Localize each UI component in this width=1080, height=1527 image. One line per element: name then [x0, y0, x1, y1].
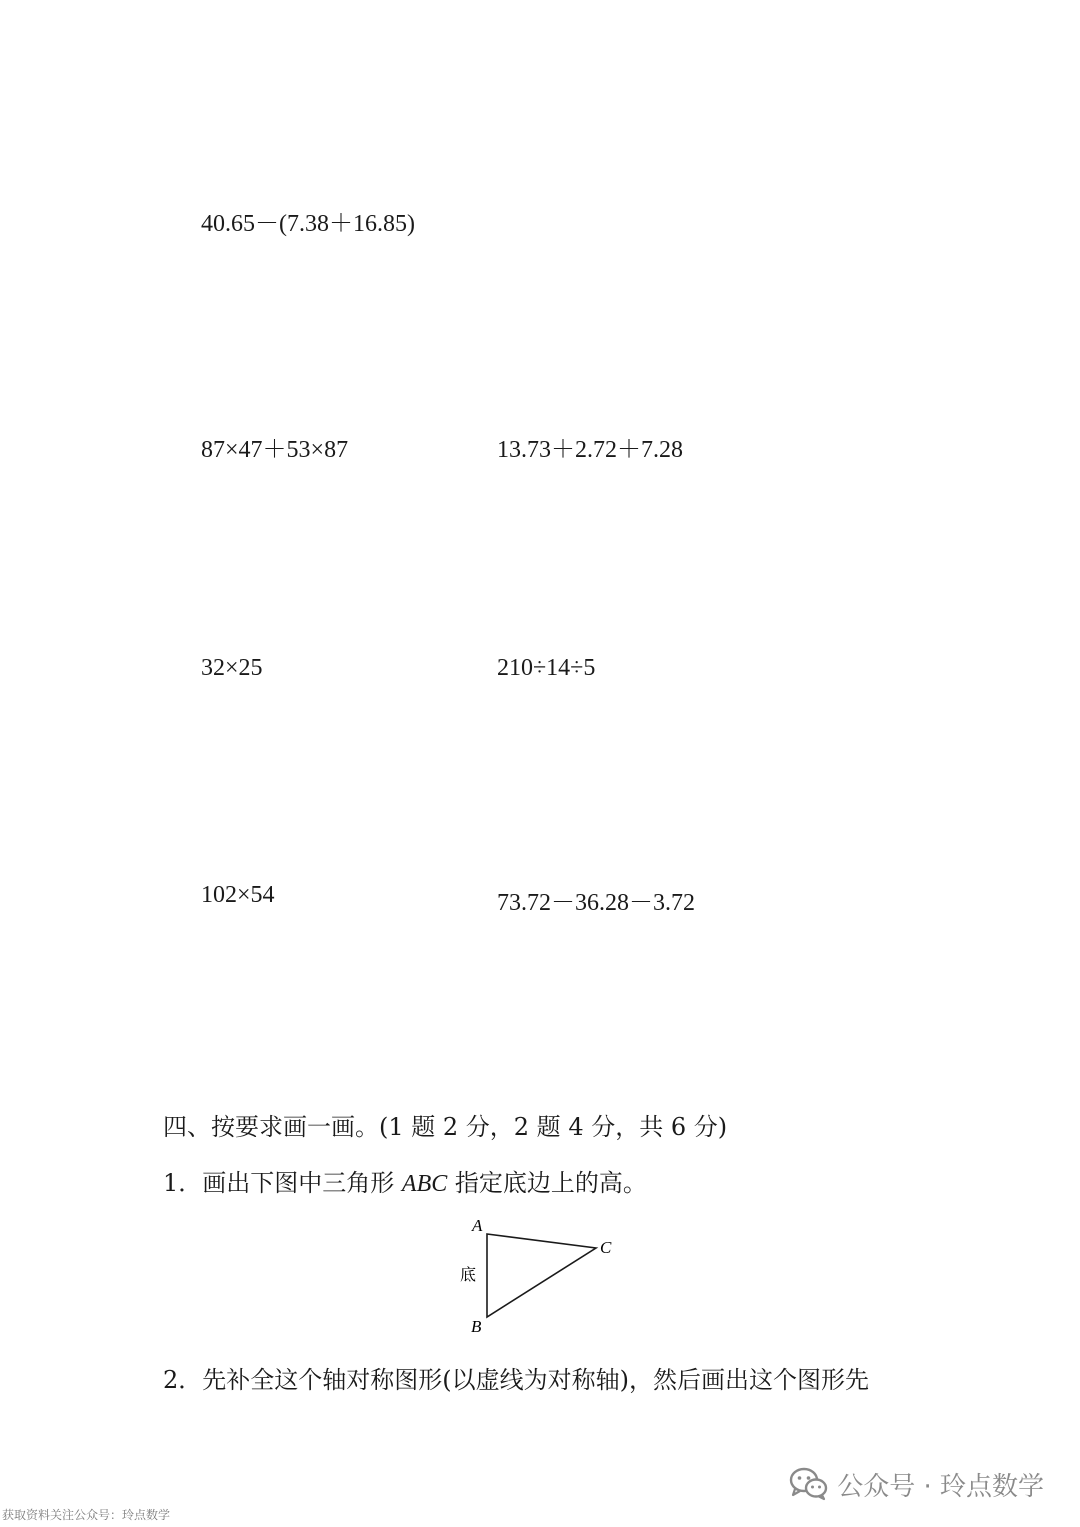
- wechat-icon: [789, 1467, 829, 1501]
- question-2-number: 2．: [163, 1366, 203, 1394]
- expression-3: 13.73＋2.72＋7.28: [497, 437, 683, 463]
- question-2-text: 先补全这个轴对称图形(以虚线为对称轴)，然后画出这个图形先: [202, 1366, 870, 1394]
- expression-5: 210÷14÷5: [497, 655, 596, 681]
- expression-2: 87×47＋53×87: [201, 437, 349, 463]
- question-2: [163, 1360, 869, 1395]
- expression-1: 40.65－(7.38＋16.85): [201, 211, 415, 237]
- question-1-text-before: 画出下图中三角形: [202, 1169, 402, 1197]
- vertex-label-b: B: [471, 1317, 482, 1336]
- question-1: [163, 1163, 647, 1198]
- question-1-triangle-name: ABC: [401, 1171, 448, 1197]
- question-1-number: 1．: [163, 1169, 203, 1197]
- triangle-abc: [487, 1234, 596, 1317]
- base-label: 底: [460, 1265, 477, 1284]
- expression-7: 73.72－36.28－3.72: [497, 890, 695, 916]
- wechat-watermark: [789, 1462, 1044, 1506]
- question-1-text-after: 指定底边上的高。: [447, 1169, 647, 1197]
- vertex-label-a: A: [472, 1216, 483, 1235]
- vertex-label-c: C: [600, 1238, 612, 1257]
- watermark-text: 公众号 · 玲点数学: [837, 1471, 1044, 1502]
- expression-4: 32×25: [201, 655, 263, 681]
- triangle-figure: [440, 1205, 640, 1340]
- expression-6: 102×54: [201, 882, 275, 908]
- footer-note: 获取资料关注公众号：玲点数学: [2, 1508, 171, 1522]
- section-heading: 四、按要求画一画。(1 题 2 分，2 题 4 分，共 6 分): [163, 1113, 728, 1141]
